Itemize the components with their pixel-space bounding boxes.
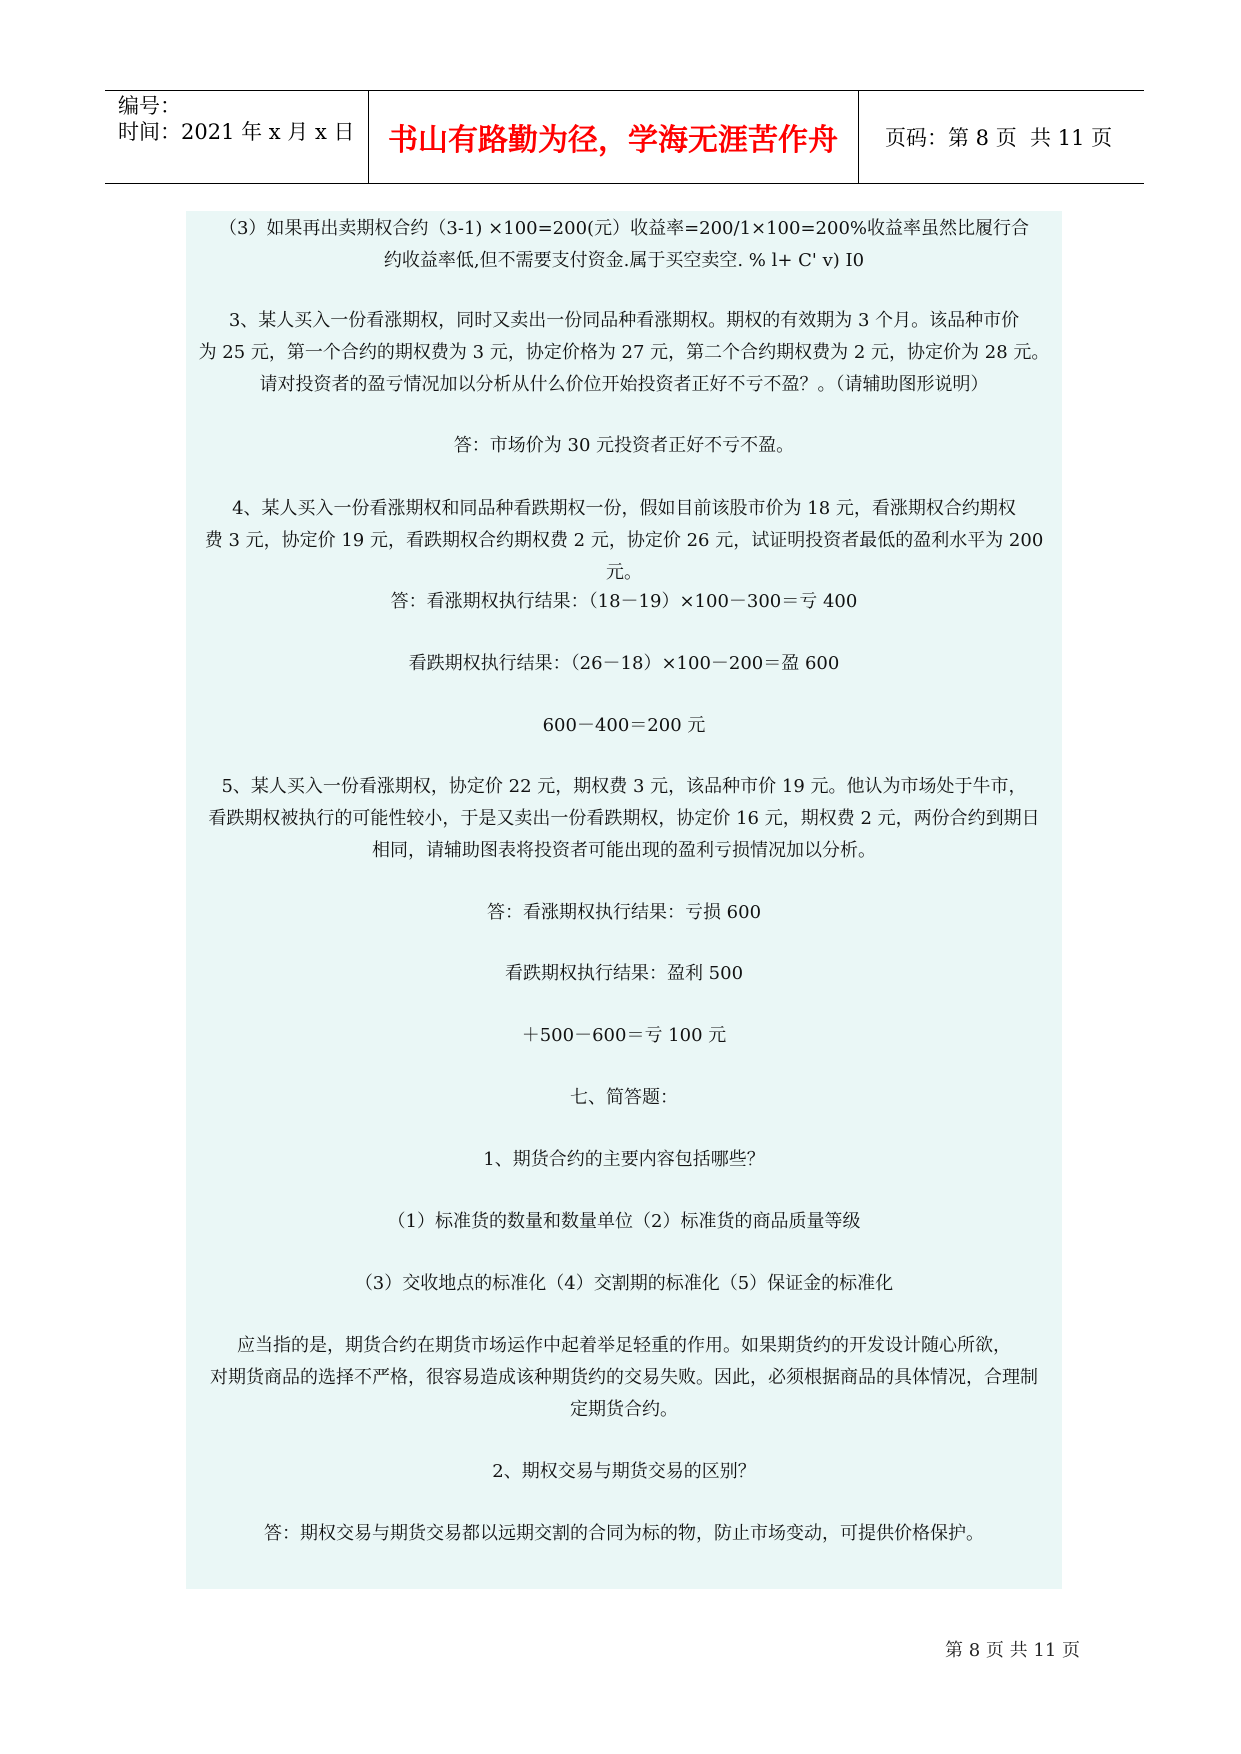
header-divider xyxy=(858,91,859,183)
question-heading: 2、期权交易与期货交易的区别？ xyxy=(492,1461,756,1482)
body-line: 600－400＝200 元 xyxy=(542,715,706,736)
body-line: 答：期权交易与期货交易都以远期交割的合同为标的物，防止市场变动，可提供价格保护。 xyxy=(264,1523,984,1544)
body-line: 看跌期权被执行的可能性较小，于是又卖出一份看跌期权，协定价 16 元，期权费 2 元，两份合约到期日 xyxy=(208,808,1040,829)
body-line: 答：看涨期权执行结果：（18－19）×100－300＝亏 400 xyxy=(390,591,858,612)
body-line: 看跌期权执行结果：盈利 500 xyxy=(504,963,744,984)
body-line: （3）如果再出卖期权合约（3-1) ×100=200(元）收益率=200/1×100=200%收益率虽然比履行合 xyxy=(218,218,1029,239)
body-line: 请对投资者的盈亏情况加以分析从什么价位开始投资者正好不亏不盈？。（请辅助图形说明） xyxy=(259,374,989,395)
body-line: 定期货合约。 xyxy=(570,1399,678,1420)
body-line: 约收益率低,但不需要支付资金.属于买空卖空. % l+ C' v) I0 xyxy=(383,250,865,271)
body-line: （1）标准货的数量和数量单位（2）标准货的商品质量等级 xyxy=(387,1211,861,1232)
page-header xyxy=(105,90,1144,184)
body-line: 对期货商品的选择不严格，很容易造成该种期货约的交易失败。因此，必须根据商品的具体情况，合理制 xyxy=(210,1367,1038,1388)
page-footer: 第 8 页 共 11 页 xyxy=(945,1640,1080,1661)
body-line: 答：市场价为 30 元投资者正好不亏不盈。 xyxy=(453,435,795,456)
body-line: ＋500－600＝亏 100 元 xyxy=(521,1025,727,1046)
header-time-label: 时间：2021 年 x 月 x 日 xyxy=(118,120,355,144)
document-body xyxy=(186,211,1062,1589)
question-heading: 1、期货合约的主要内容包括哪些？ xyxy=(483,1149,765,1170)
body-line: 3、某人买入一份看涨期权，同时又卖出一份同品种看涨期权。期权的有效期为 3 个月。该品种市价 xyxy=(228,310,1020,331)
body-line: 费 3 元，协定价 19 元，看跌期权合约期权费 2 元，协定价 26 元，试证明投资者最低的盈利水平为 200 元。 xyxy=(204,530,1044,583)
body-line: 5、某人买入一份看涨期权，协定价 22 元，期权费 3 元，该品种市价 19 元。他认为市场处于牛市， xyxy=(221,776,1027,797)
body-line: 答：看涨期权执行结果：亏损 600 xyxy=(486,902,762,923)
body-line: 应当指的是，期货合约在期货市场运作中起着举足轻重的作用。如果期货约的开发设计随心所欲， xyxy=(237,1335,1011,1356)
body-line: 为 25 元，第一个合约的期权费为 3 元，协定价格为 27 元，第二个合约期权费为 2 元，协定价为 28 元。 xyxy=(198,342,1050,363)
section-heading: 七、简答题： xyxy=(570,1087,678,1108)
body-line: 4、某人买入一份看涨期权和同品种看跌期权一份，假如目前该股市价为 18 元，看涨期权合约期权 xyxy=(232,498,1016,519)
header-meta xyxy=(118,91,368,183)
body-line: 看跌期权执行结果：（26－18）×100－200＝盈 600 xyxy=(408,653,840,674)
header-page-label: 页码：第 8 页 共 11 页 xyxy=(885,126,1113,150)
body-line: （3）交收地点的标准化（4）交割期的标准化（5）保证金的标准化 xyxy=(354,1273,894,1294)
body-line: 相同，请辅助图表将投资者可能出现的盈利亏损情况加以分析。 xyxy=(372,840,876,861)
header-number-label: 编号： xyxy=(118,94,181,118)
header-motto: 书山有路勤为径，学海无涯苦作舟 xyxy=(388,123,838,158)
header-page-info xyxy=(873,91,1155,183)
